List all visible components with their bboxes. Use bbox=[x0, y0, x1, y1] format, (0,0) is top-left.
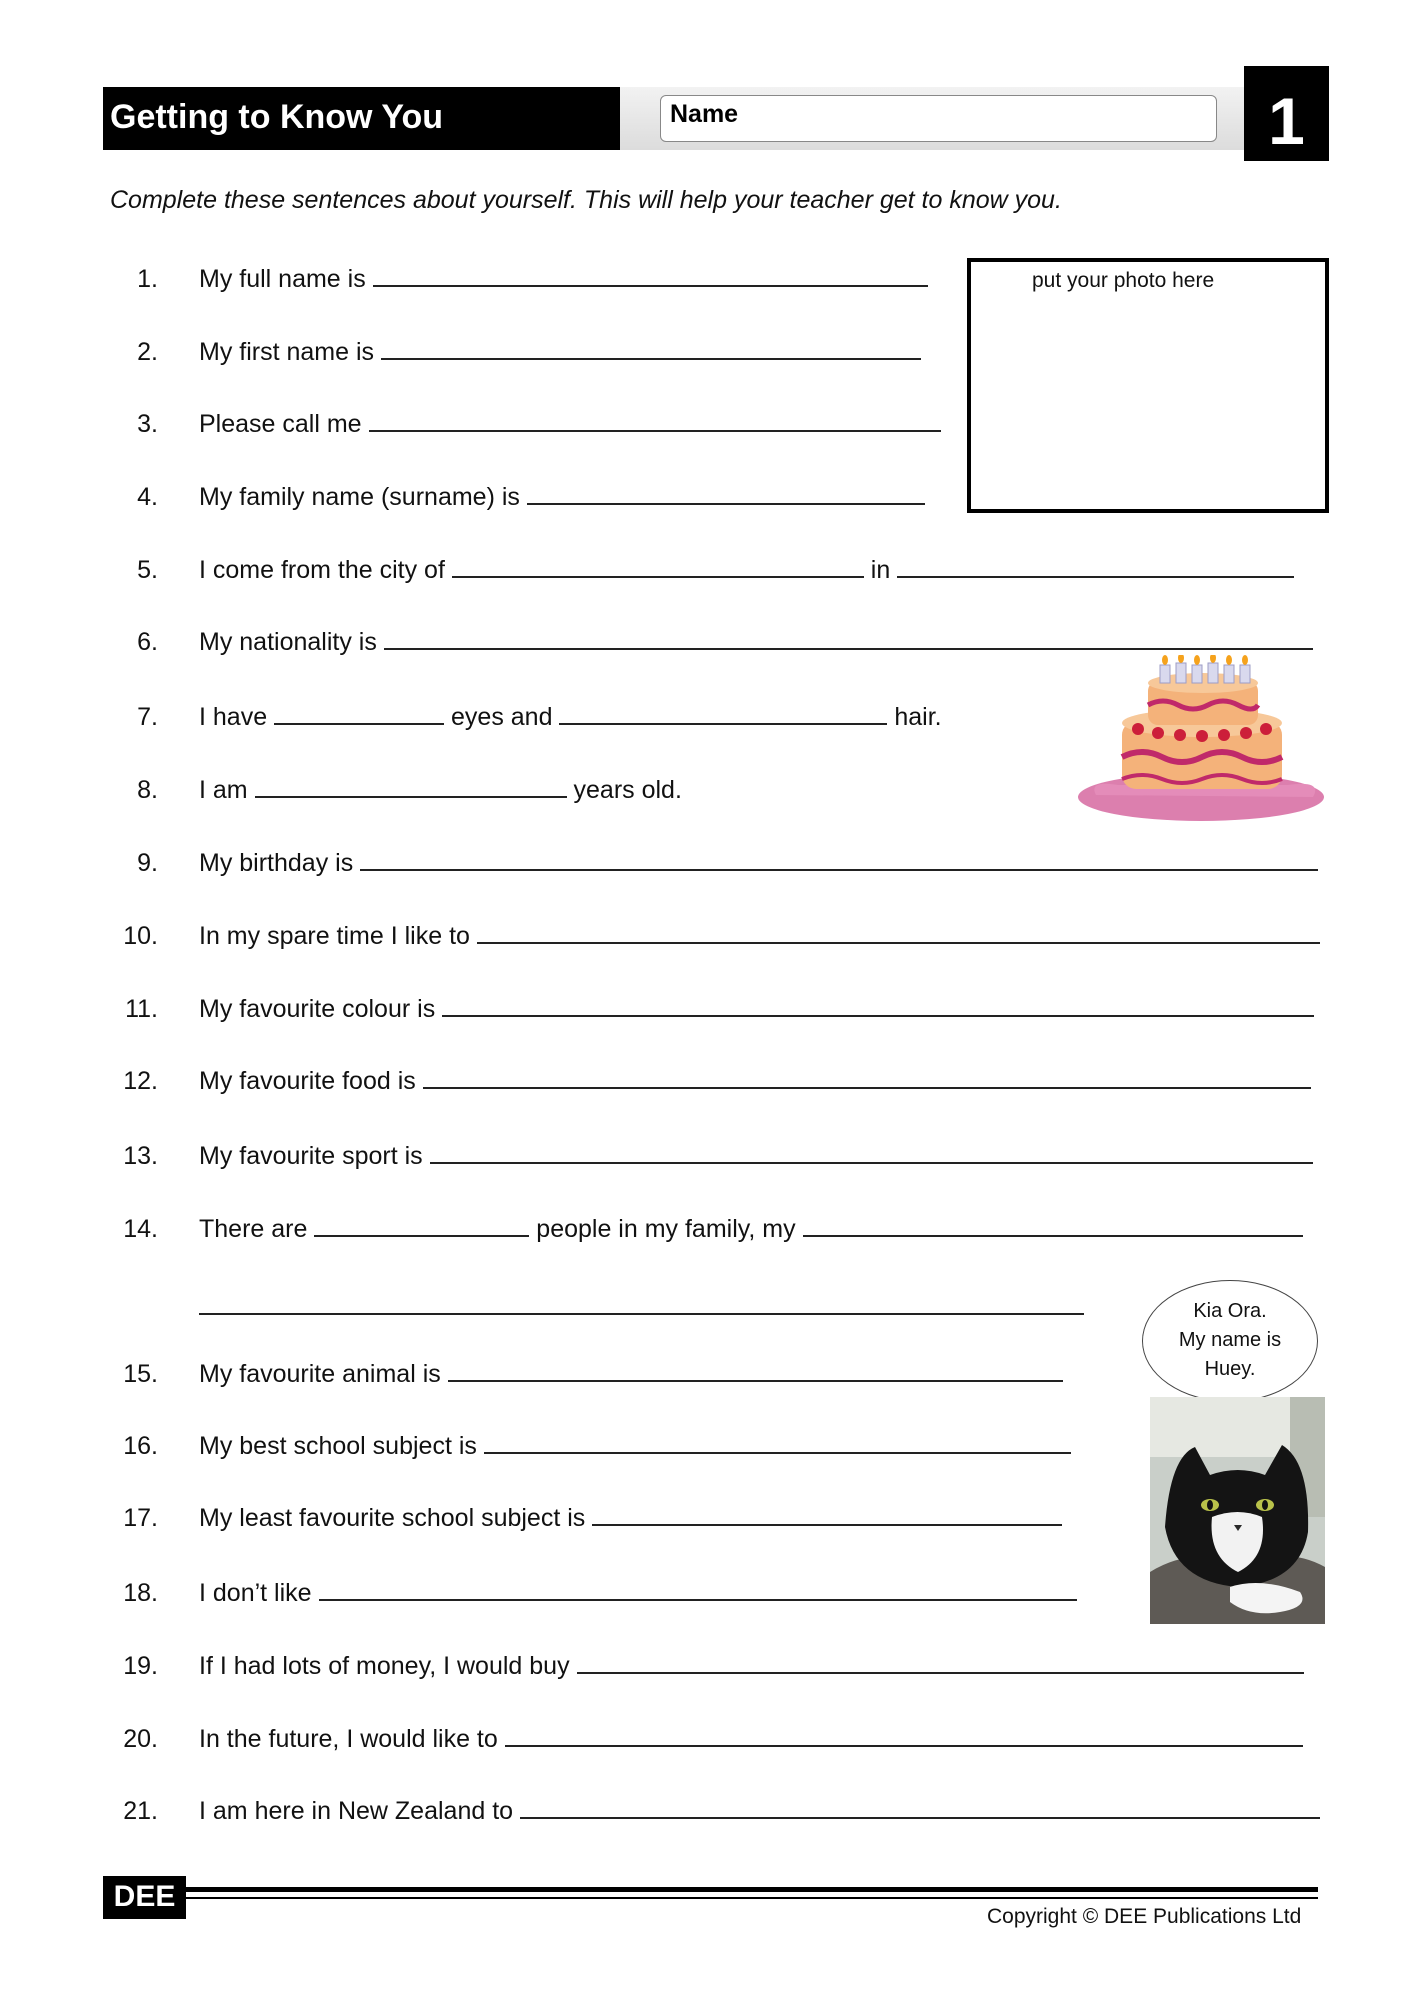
item-number: 18. bbox=[123, 1579, 158, 1607]
answer-blank[interactable] bbox=[430, 1142, 1313, 1164]
answer-blank[interactable] bbox=[559, 703, 887, 725]
birthday-cake-icon bbox=[1078, 655, 1328, 825]
item-number: 2. bbox=[137, 338, 158, 366]
answer-blank[interactable] bbox=[448, 1360, 1063, 1382]
answer-blank[interactable] bbox=[199, 1313, 1084, 1315]
answer-blank[interactable] bbox=[477, 922, 1320, 944]
item-number: 15. bbox=[123, 1360, 158, 1388]
item-text: Please call me bbox=[199, 410, 941, 439]
answer-blank[interactable] bbox=[381, 338, 921, 360]
item-number: 6. bbox=[137, 628, 158, 656]
answer-blank[interactable] bbox=[255, 776, 567, 798]
name-label: Name bbox=[670, 100, 739, 128]
item-number: 17. bbox=[123, 1504, 158, 1532]
answer-blank[interactable] bbox=[369, 410, 941, 432]
answer-blank[interactable] bbox=[384, 628, 1313, 650]
item-text: There are people in my family, my bbox=[199, 1215, 1303, 1244]
item-text: In my spare time I like to bbox=[199, 922, 1320, 951]
item-number: 14. bbox=[123, 1215, 158, 1243]
answer-blank[interactable] bbox=[803, 1215, 1303, 1237]
answer-blank[interactable] bbox=[484, 1432, 1071, 1454]
answer-blank[interactable] bbox=[452, 556, 864, 578]
answer-blank[interactable] bbox=[319, 1579, 1077, 1601]
item-number: 10. bbox=[123, 922, 158, 950]
item-text: My favourite colour is bbox=[199, 995, 1314, 1024]
answer-blank[interactable] bbox=[592, 1504, 1062, 1526]
item-text: My best school subject is bbox=[199, 1432, 1071, 1461]
dee-logo-text: DEE bbox=[113, 1880, 176, 1913]
answer-blank[interactable] bbox=[505, 1725, 1303, 1747]
item-number: 19. bbox=[123, 1652, 158, 1680]
item-number: 1. bbox=[137, 265, 158, 293]
name-field[interactable] bbox=[660, 95, 1217, 142]
item-number: 21. bbox=[123, 1797, 158, 1825]
answer-blank[interactable] bbox=[442, 995, 1314, 1017]
item-number: 13. bbox=[123, 1142, 158, 1170]
answer-blank[interactable] bbox=[360, 849, 1318, 871]
footer-rule bbox=[186, 1897, 1318, 1899]
item-text: My full name is bbox=[199, 265, 928, 294]
worksheet-number: 1 bbox=[1268, 84, 1305, 158]
item-text: My favourite food is bbox=[199, 1067, 1311, 1096]
answer-blank[interactable] bbox=[897, 556, 1294, 578]
item-text: My nationality is bbox=[199, 628, 1313, 657]
item-text: My first name is bbox=[199, 338, 921, 367]
item-text: My birthday is bbox=[199, 849, 1318, 878]
answer-blank[interactable] bbox=[527, 483, 925, 505]
copyright: Copyright © DEE Publications Ltd bbox=[987, 1905, 1302, 1928]
item-number: 7. bbox=[137, 703, 158, 731]
item-number: 16. bbox=[123, 1432, 158, 1460]
item-number: 5. bbox=[137, 556, 158, 584]
item-number: 8. bbox=[137, 776, 158, 804]
photo-box[interactable] bbox=[967, 258, 1329, 513]
item-number: 12. bbox=[123, 1067, 158, 1095]
item-number: 3. bbox=[137, 410, 158, 438]
item-number: 4. bbox=[137, 483, 158, 511]
answer-blank[interactable] bbox=[577, 1652, 1304, 1674]
speech-bubble-text: Kia Ora. My name is Huey. bbox=[1178, 1300, 1282, 1380]
item-text: In the future, I would like to bbox=[199, 1725, 1303, 1754]
footer-rule bbox=[186, 1887, 1318, 1892]
item-text: If I had lots of money, I would buy bbox=[199, 1652, 1304, 1681]
answer-blank[interactable] bbox=[423, 1067, 1311, 1089]
cat-photo bbox=[1150, 1397, 1325, 1624]
item-text: I am here in New Zealand to bbox=[199, 1797, 1320, 1826]
item-text: My least favourite school subject is bbox=[199, 1504, 1062, 1533]
instructions: Complete these sentences about yourself. This will help your teacher get to know you. bbox=[110, 186, 1062, 214]
item-text: I come from the city of in bbox=[199, 556, 1294, 585]
item-text: My family name (surname) is bbox=[199, 483, 925, 512]
item-number: 20. bbox=[123, 1725, 158, 1753]
answer-blank[interactable] bbox=[520, 1797, 1320, 1819]
answer-blank[interactable] bbox=[314, 1215, 529, 1237]
worksheet-title: Getting to Know You bbox=[110, 98, 444, 136]
photo-box-label: put your photo here bbox=[1032, 269, 1215, 292]
answer-blank[interactable] bbox=[274, 703, 444, 725]
item-text: I am years old. bbox=[199, 776, 682, 804]
answer-blank[interactable] bbox=[373, 265, 928, 287]
item-number: 9. bbox=[137, 849, 158, 877]
item-text: I have eyes and hair. bbox=[199, 703, 942, 731]
item-number: 11. bbox=[125, 995, 158, 1023]
item-text: My favourite animal is bbox=[199, 1360, 1063, 1389]
item-text: I don’t like bbox=[199, 1579, 1077, 1608]
item-text: My favourite sport is bbox=[199, 1142, 1313, 1171]
